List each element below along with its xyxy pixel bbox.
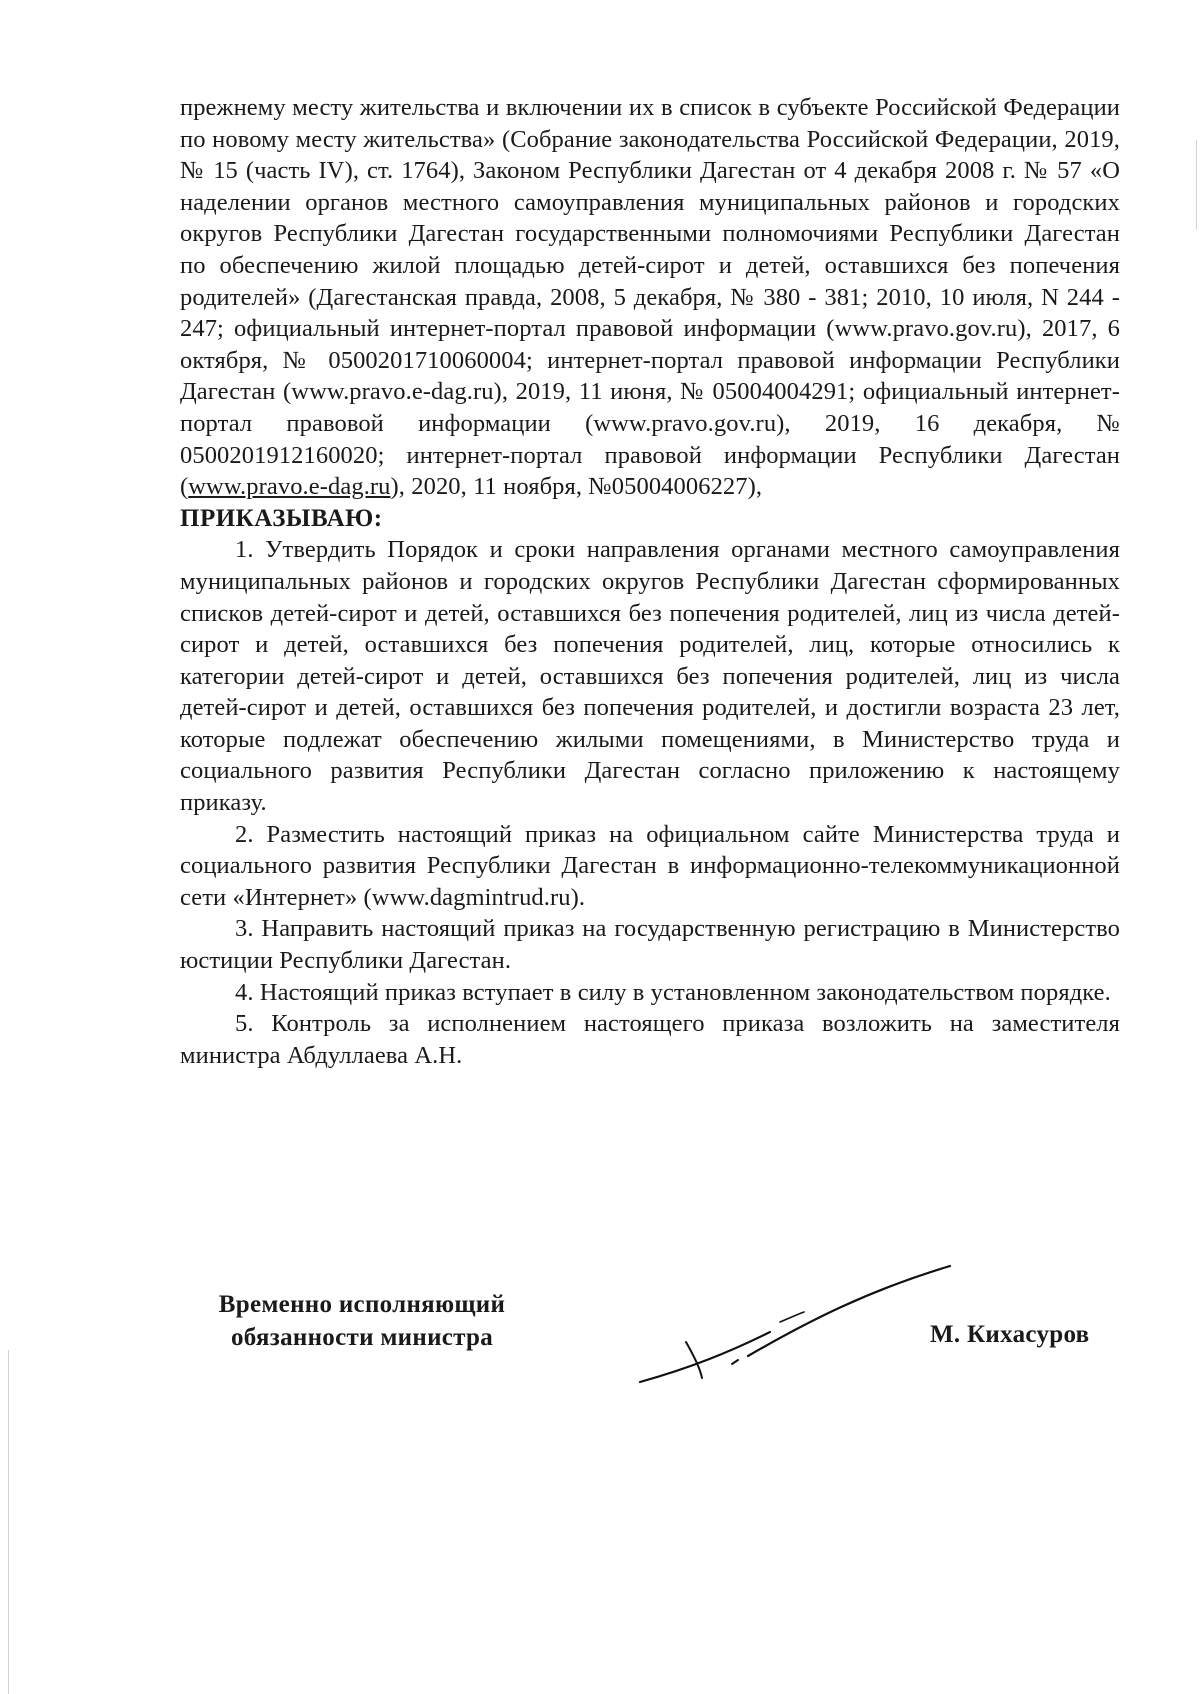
intro-link-text: www.pravo.e-dag.ru bbox=[188, 473, 391, 501]
signatory-name: М. Кихасуров bbox=[930, 1321, 1090, 1348]
scan-edge-left bbox=[8, 1350, 9, 1694]
order-item-1: 1. Утвердить Порядок и сроки направления органами местного самоуправления муниципальных районов и городских округов Республики Дагестан сформированных списков детей-сирот и детей, оставшихся без попечения родителей, лиц из числа детей-сирот и детей, оставшихся без попечения родителей, лиц, которые относились к категории детей-сирот и детей, оставшихся без попечения родителей, лиц из числа детей-сирот и детей, оставшихся без попечения родителей, и достигли возраста 23 лет, которые подлежат обеспечению жилыми помещениями, в Министерство труда и социального развития Республики Дагестан согласно приложению к настоящему приказу. bbox=[180, 536, 1120, 817]
intro-text-a: прежнему месту жительства и включении их в список в субъекте Российской Федерации по новому месту жительства» (Собрание законодательства Российской Федерации, 2019, № 15 (часть IV), ст. 1764), Законом Республики Дагестан от 4 декабря 2008 г. № 57 «О наделении органов местного самоуправления муниципальных районов и городских округов Республики Дагестан государственными полномочиями Республики Дагестан по обеспечению жилой площадью детей-сирот и детей, оставшихся без попечения родителей» (Дагестанская правда, 2008, 5 декабря, № 380 - 381; 2010, 10 июля, N 244 - 247; официальный интернет-портал правовой информации (www.pravo.gov.ru), 2017, 6 октября, № 0500201710060004; интернет-портал правовой информации Республики Дагестан (www.pravo.e-dag.ru), 2019, 11 июня, № 05004004291; официальный интернет-портал правовой информации (www.pravo.gov.ru), 2019, 16 декабря, № 0500201912160020; интернет-портал правовой информации Республики Дагестан ( bbox=[180, 94, 1120, 501]
scan-edge-right bbox=[1196, 140, 1197, 230]
handwritten-signature bbox=[630, 1260, 960, 1410]
signatory-role-line-1: Временно исполняющий bbox=[218, 1291, 506, 1318]
order-item-2: 2. Разместить настоящий приказ на официальном сайте Министерства труда и социального развития Республики Дагестан в информационно-телекоммуникационной сети «Интернет» (www.dagmintrud.ru). bbox=[180, 820, 1120, 911]
intro-paragraph bbox=[180, 92, 1120, 503]
signatory-role-line-2: обязанности министра bbox=[230, 1324, 494, 1351]
signatory-role bbox=[192, 1288, 532, 1354]
document-body bbox=[180, 92, 1120, 1071]
order-heading: ПРИКАЗЫВАЮ: bbox=[180, 504, 383, 532]
order-item-3: 3. Направить настоящий приказ на государственную регистрацию в Министерство юстиции Республики Дагестан. bbox=[180, 915, 1120, 975]
order-item-4: 4. Настоящий приказ вступает в силу в установленном законодательством порядке. bbox=[235, 978, 1111, 1006]
intro-text-b: ), 2020, 11 ноября, №05004006227), bbox=[390, 473, 763, 501]
order-item-5: 5. Контроль за исполнением настоящего приказа возложить на заместителя министра Абдуллаева А.Н. bbox=[180, 1010, 1120, 1069]
